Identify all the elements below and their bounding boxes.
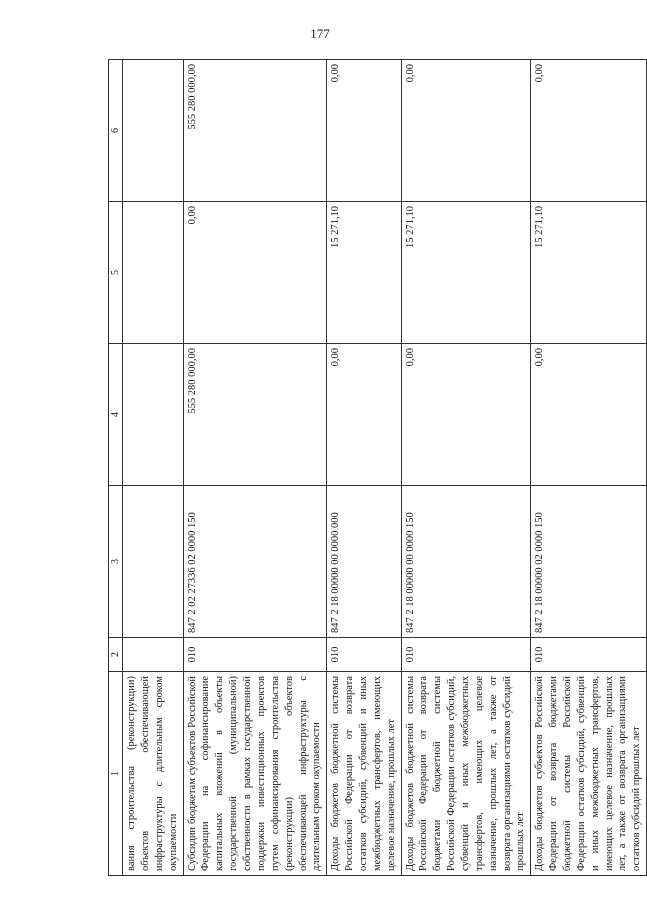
table-row: [183, 60, 327, 876]
row-col4: 0,00: [531, 344, 647, 486]
row-kbk: 847 2 18 00000 00 0000 150: [401, 486, 531, 638]
row-name: Доходы бюджетов бюджетной системы Российской Федерации от возврата бюджетами бюджетной системы Российской Федерации остатков субсидий, субвенций и иных межбюджетных трансфертов, имеющих целевое назначение, прошлых лет, а также от возврата организациями остатков субсидий прошлых лет: [401, 672, 531, 876]
header-col-5: 5: [109, 202, 123, 344]
row-code: 010: [531, 638, 647, 672]
row-col5: 15 271,10: [327, 202, 401, 344]
row-kbk: [123, 486, 183, 638]
row-col5: 0,00: [183, 202, 327, 344]
row-name: Доходы бюджетов бюджетной системы Российской Федерации от возврата остатков субсидий, субвенций и иных межбюджетных трансфертов, имеющих целевое назначение, прошлых лет: [327, 672, 401, 876]
page-number: 177: [310, 26, 330, 41]
row-col6: 0,00: [531, 60, 647, 202]
table-row: [401, 60, 531, 876]
row-code: 010: [327, 638, 401, 672]
row-name: Субсидии бюджетам субъектов Российской Федерации на софинансирование капитальных вложений в объекты государственной (муниципальной) собственности в рамках государственной поддержки инвестиционных проектов путем софинансирования строительства (реконструкции) объектов обеспечивающей инфраструктуры с длительным сроком окупаемости: [183, 672, 327, 876]
header-col-6: 6: [109, 60, 123, 202]
rotated-table-frame: [108, 60, 643, 876]
row-col4: 0,00: [401, 344, 531, 486]
row-col6: 0,00: [401, 60, 531, 202]
row-col6: 0,00: [327, 60, 401, 202]
row-code: 010: [183, 638, 327, 672]
header-col-1: 1: [109, 672, 123, 876]
header-col-4: 4: [109, 344, 123, 486]
row-col6: 555 280 000,00: [183, 60, 327, 202]
row-col5: [123, 202, 183, 344]
row-name: вания строительства (реконструкции) объектов обеспечивающей инфраструктуры с длительным сроком окупаемости: [123, 672, 183, 876]
table-row: [123, 60, 183, 876]
row-col4: 0,00: [327, 344, 401, 486]
header-row: [109, 60, 123, 876]
table-container: [108, 60, 643, 876]
row-code: 010: [401, 638, 531, 672]
row-col5: 15 271,10: [531, 202, 647, 344]
budget-table: [108, 59, 647, 876]
row-col6: [123, 60, 183, 202]
header-col-2: 2: [109, 638, 123, 672]
row-kbk: 847 2 18 00000 02 0000 150: [531, 486, 647, 638]
header-col-3: 3: [109, 486, 123, 638]
table-row: [531, 60, 647, 876]
row-kbk: 847 2 02 27336 02 0000 150: [183, 486, 327, 638]
row-kbk: 847 2 18 00000 00 0000 000: [327, 486, 401, 638]
row-code: [123, 638, 183, 672]
row-col4: 555 280 000,00: [183, 344, 327, 486]
row-name: Доходы бюджетов субъектов Российской Федерации от возврата бюджетами бюджетной системы Российской Федерации остатков субсидий, субвенций и иных межбюджетных трансфертов, имеющих целевое назначение, прошлых лет, а также от возврата организациями остатков субсидий прошлых лет: [531, 672, 647, 876]
row-col4: [123, 344, 183, 486]
table-row: [327, 60, 401, 876]
row-col5: 15 271,10: [401, 202, 531, 344]
